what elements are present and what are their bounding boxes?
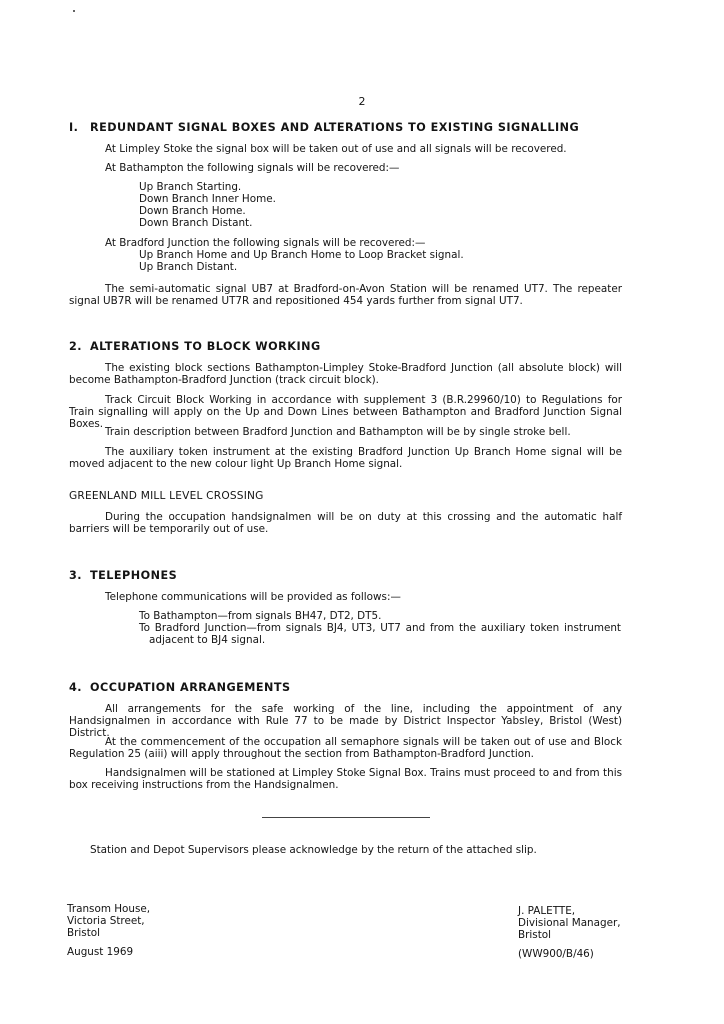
reference-number: (WW900/B/46) <box>518 948 594 960</box>
speck-mark <box>73 10 75 12</box>
section-title: TELEPHONES <box>90 569 178 582</box>
subsection-heading: GREENLAND MILL LEVEL CROSSING <box>69 490 264 502</box>
paragraph: All arrangements for the safe working of the line, including the appointment of any Handsignalmen in accordance with Rule 77 to be made by District Inspector Yabsley, Bristol (West) District. <box>69 703 622 740</box>
address-line: Bristol <box>67 927 101 939</box>
list-item: Down Branch Inner Home. <box>139 193 276 205</box>
list-item: Down Branch Home. <box>139 205 246 217</box>
section-number: I. <box>69 121 79 134</box>
paragraph: At Limpley Stoke the signal box will be taken out of use and all signals will be recovered. <box>105 143 567 155</box>
list-item: Up Branch Distant. <box>139 261 238 273</box>
document-date: August 1969 <box>67 946 134 958</box>
paragraph: At Bradford Junction the following signals will be recovered:— <box>105 237 426 249</box>
section-number: 2. <box>69 340 83 353</box>
section-1-heading <box>69 122 579 134</box>
list-item: To Bathampton—from signals BH47, DT2, DT5. <box>139 610 382 622</box>
section-title: ALTERATIONS TO BLOCK WORKING <box>90 340 321 353</box>
paragraph: The auxiliary token instrument at the existing Bradford Junction Up Branch Home signal will be moved adjacent to the new colour light Up Branch Home signal. <box>69 446 622 471</box>
paragraph: Telephone communications will be provided as follows:— <box>105 591 401 603</box>
paragraph: At the commencement of the occupation all semaphore signals will be taken out of use and Block Regulation 25 (aiii) will apply throughout the section from Bathampton-Bradford Junction. <box>69 736 622 761</box>
list-item: Up Branch Home and Up Branch Home to Loop Bracket signal. <box>139 249 464 261</box>
address-line: Transom House, <box>67 903 151 915</box>
paragraph: During the occupation handsignalmen will be on duty at this crossing and the automatic half barriers will be temporarily out of use. <box>69 511 622 536</box>
signatory-line: J. PALETTE, <box>518 905 576 917</box>
section-title: REDUNDANT SIGNAL BOXES AND ALTERATIONS TO EXISTING SIGNALLING <box>90 121 580 134</box>
list-item: Down Branch Distant. <box>139 217 253 229</box>
paragraph: The existing block sections Bathampton-Limpley Stoke-Bradford Junction (all absolute block) will become Bathampton-Bradford Junction (track circuit block). <box>69 362 622 387</box>
section-number: 4. <box>69 681 83 694</box>
section-number: 3. <box>69 569 83 582</box>
section-3-heading <box>69 570 177 582</box>
signatory-line: Bristol <box>518 929 552 941</box>
paragraph: Handsignalmen will be stationed at Limpley Stoke Signal Box. Trains must proceed to and from this box receiving instructions from the Handsignalmen. <box>69 767 622 792</box>
page-number: 2 <box>358 95 366 108</box>
list-item: To Bradford Junction—from signals BJ4, UT3, UT7 and from the auxiliary token instrument <box>139 622 621 634</box>
section-2-heading <box>69 341 321 353</box>
signatory-line: Divisional Manager, <box>518 917 621 929</box>
section-title: OCCUPATION ARRANGEMENTS <box>90 681 291 694</box>
list-item: adjacent to BJ4 signal. <box>149 634 266 646</box>
divider-rule <box>262 817 430 818</box>
paragraph: Train description between Bradford Junction and Bathampton will be by single stroke bell. <box>105 426 571 438</box>
list-item: Up Branch Starting. <box>139 181 242 193</box>
paragraph: At Bathampton the following signals will be recovered:— <box>105 162 400 174</box>
section-4-heading <box>69 682 291 694</box>
paragraph: Track Circuit Block Working in accordance with supplement 3 (B.R.29960/10) to Regulations for Train signalling will apply on the Up and Down Lines between Bathampton and Bradford Junction Signal Boxes. <box>69 394 622 431</box>
paragraph: The semi-automatic signal UB7 at Bradford-on-Avon Station will be renamed UT7. The repeater signal UB7R will be renamed UT7R and repositioned 454 yards further from signal UT7. <box>69 283 622 308</box>
address-line: Victoria Street, <box>67 915 145 927</box>
acknowledgement-note: Station and Depot Supervisors please acknowledge by the return of the attached slip. <box>90 844 537 856</box>
